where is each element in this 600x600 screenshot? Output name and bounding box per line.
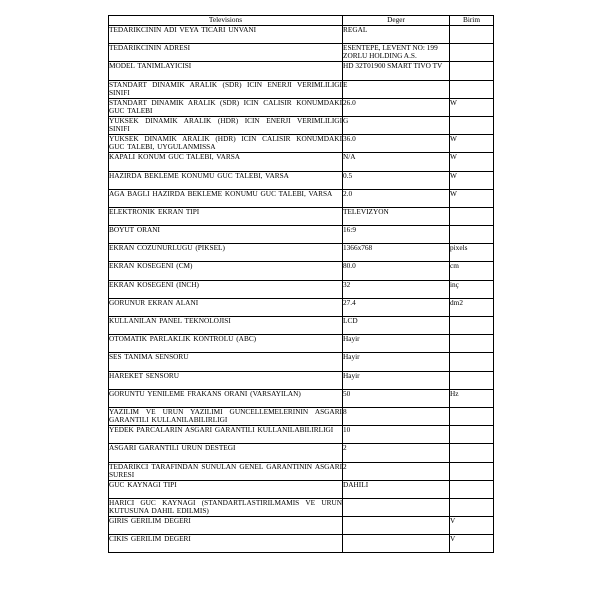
cell-property-name <box>109 317 343 335</box>
table-row <box>109 535 494 553</box>
cell-value-text: 36.0 <box>343 134 356 144</box>
cell-value <box>343 462 450 480</box>
cell-property-name <box>109 171 343 189</box>
cell-unit-text: W <box>450 152 457 162</box>
cell-value <box>343 389 450 407</box>
cell-property-name <box>109 517 343 535</box>
cell-property-name-text: CIKIS GERILIM DEGERI <box>109 534 191 544</box>
cell-property-name-text: GUC KAYNAGI TIPI <box>109 480 177 489</box>
table-row <box>109 298 494 316</box>
table-row <box>109 498 494 516</box>
cell-unit-text: inç <box>450 279 459 289</box>
cell-property-name-text: KULLANILAN PANEL TEKNOLOJISI <box>109 316 231 325</box>
column-header-unit: Birim <box>450 16 494 26</box>
cell-property-name-text: HAREKET SENSORU <box>109 371 179 380</box>
cell-unit <box>450 44 494 62</box>
cell-property-name <box>109 98 343 116</box>
table-row <box>109 426 494 444</box>
cell-value <box>343 407 450 425</box>
cell-value <box>343 335 450 353</box>
table-row <box>109 407 494 425</box>
cell-value-text: 26.0 <box>343 98 356 107</box>
cell-property-name-text: GORUNUR EKRAN ALANI <box>109 298 199 307</box>
cell-property-name-text: EKRAN KOSEGENI (INCH) <box>109 280 199 289</box>
cell-value-text: G <box>343 116 349 125</box>
cell-unit <box>450 353 494 371</box>
cell-value <box>343 280 450 298</box>
cell-property-name <box>109 80 343 98</box>
table-row <box>109 189 494 207</box>
cell-property-name-text: TEDARIKCININ ADRESI <box>109 43 191 53</box>
cell-value <box>343 244 450 262</box>
cell-property-name-text: GIRIS GERILIM DEGERI <box>109 516 191 526</box>
table-row <box>109 62 494 80</box>
cell-property-name <box>109 44 343 62</box>
cell-property-name <box>109 462 343 480</box>
cell-value-text: TELEVIZYON <box>343 207 389 216</box>
table-row <box>109 244 494 262</box>
cell-value-text: 80.0 <box>343 261 356 271</box>
cell-value-text: 10 <box>343 425 351 435</box>
table-row <box>109 444 494 462</box>
cell-property-name <box>109 244 343 262</box>
cell-value <box>343 317 450 335</box>
cell-unit <box>450 244 494 262</box>
cell-property-name <box>109 280 343 298</box>
cell-property-name-text: HAZIRDA BEKLEME KONUMU GUC TALEBI, VARSA <box>109 171 289 180</box>
cell-property-name-text: ASGARI GARANTILI URUN DESTEGI <box>109 443 236 453</box>
cell-value <box>343 262 450 280</box>
cell-value <box>343 153 450 171</box>
cell-value <box>343 98 450 116</box>
cell-value <box>343 444 450 462</box>
cell-unit <box>450 153 494 171</box>
cell-unit <box>450 171 494 189</box>
table-row <box>109 44 494 62</box>
cell-value-text: 1366x768 <box>343 243 373 253</box>
cell-property-name-text: STANDART DINAMIK ARALIK (SDR) ICIN CALISIR KONUMDAKI GUC TALEBI <box>109 98 342 115</box>
cell-property-name <box>109 444 343 462</box>
cell-property-name-text: ELEKTRONIK EKRAN TIPI <box>109 207 200 216</box>
cell-property-name-text: EKRAN KOSEGENI (CM) <box>109 261 193 271</box>
cell-property-name <box>109 26 343 44</box>
cell-value-text: REGAL <box>343 25 368 34</box>
cell-property-name-text: TEDARIKCININ ADI VEYA TICARI UNVANI <box>109 25 257 34</box>
table-row <box>109 353 494 371</box>
cell-value-text: Hayir <box>343 352 360 362</box>
cell-property-name-text: KAPALI KONUM GUC TALEBI, VARSA <box>109 152 241 162</box>
cell-value-text: DAHILI <box>343 480 369 489</box>
cell-value-text: HD 32T01900 SMART TIVO TV <box>343 61 443 71</box>
table-row <box>109 371 494 389</box>
cell-unit <box>450 498 494 516</box>
cell-value <box>343 116 450 134</box>
cell-property-name <box>109 407 343 425</box>
cell-value-text: 50 <box>343 389 351 398</box>
cell-unit <box>450 444 494 462</box>
cell-value <box>343 426 450 444</box>
cell-value-text: 0.5 <box>343 171 353 180</box>
cell-unit <box>450 226 494 244</box>
table-row <box>109 171 494 189</box>
cell-unit-text: V <box>450 516 456 526</box>
cell-unit-text: W <box>450 134 457 144</box>
cell-value <box>343 80 450 98</box>
table-row <box>109 153 494 171</box>
cell-property-name <box>109 498 343 516</box>
table-row <box>109 389 494 407</box>
cell-value-text: LCD <box>343 316 358 325</box>
cell-value <box>343 171 450 189</box>
cell-unit <box>450 407 494 425</box>
cell-property-name-text: MODEL TANIMLAYICISI <box>109 61 192 71</box>
table-row <box>109 480 494 498</box>
cell-value-text: 16:9 <box>343 225 356 235</box>
table-row <box>109 207 494 225</box>
cell-value <box>343 62 450 80</box>
cell-value <box>343 135 450 153</box>
cell-unit-text: W <box>450 170 457 180</box>
cell-property-name-text: AGA BAGLI HAZIRDA BEKLEME KONUMU GUC TALEBI, VARSA <box>109 189 333 198</box>
cell-property-name <box>109 335 343 353</box>
cell-value-text: Hayir <box>343 334 360 344</box>
cell-unit <box>450 62 494 80</box>
cell-unit-text: V <box>450 534 456 544</box>
cell-value <box>343 480 450 498</box>
column-header-name: Televisions <box>109 16 343 26</box>
cell-unit <box>450 280 494 298</box>
cell-value-text: 8 <box>343 407 347 416</box>
cell-property-name <box>109 62 343 80</box>
cell-property-name-text: HARICI GUC KAYNAGI (STANDARTLASTIRILMAMIS VE URUN KUTUSUNA DAHIL EDILMIS) <box>109 498 342 515</box>
cell-property-name-text: YAZILIM VE URUN YAZILIMI GUNCELLEMELERININ ASGARI GARANTILI KULLANILABILIRLIGI <box>109 407 342 424</box>
cell-unit <box>450 517 494 535</box>
cell-property-name-text: YUKSEK DINAMIK ARALIK (HDR) ICIN CALISIR KONUMDAKI GUC TALEBI, UYGULANMISSA <box>109 134 342 152</box>
column-header-value: Deger <box>343 16 450 26</box>
cell-property-name <box>109 116 343 134</box>
cell-unit <box>450 426 494 444</box>
table-header <box>109 16 494 26</box>
cell-unit <box>450 317 494 335</box>
cell-property-name <box>109 389 343 407</box>
cell-value-text: Hayir <box>343 371 360 380</box>
cell-property-name <box>109 535 343 553</box>
cell-unit <box>450 262 494 280</box>
cell-unit <box>450 26 494 44</box>
cell-property-name <box>109 189 343 207</box>
cell-unit-text: cm <box>450 261 459 271</box>
cell-unit <box>450 462 494 480</box>
cell-property-name <box>109 426 343 444</box>
cell-property-name-text: OTOMATIK PARLAKLIK KONTROLU (ABC) <box>109 334 257 344</box>
cell-unit <box>450 80 494 98</box>
table-row <box>109 262 494 280</box>
cell-unit <box>450 189 494 207</box>
cell-value <box>343 26 450 44</box>
cell-property-name <box>109 262 343 280</box>
cell-value <box>343 498 450 516</box>
cell-property-name-text: GORUNTU YENILEME FRAKANS ORANI (VARSAYILAN) <box>109 389 301 398</box>
cell-value <box>343 535 450 553</box>
cell-value <box>343 353 450 371</box>
cell-property-name-text: STANDART DINAMIK ARALIK (SDR) ICIN ENERJI VERIMLILIGI SINIFI <box>109 80 342 97</box>
cell-value-text: 32 <box>343 280 351 289</box>
cell-value <box>343 226 450 244</box>
table-row <box>109 226 494 244</box>
cell-unit <box>450 335 494 353</box>
cell-property-name <box>109 207 343 225</box>
table-row <box>109 317 494 335</box>
cell-value-text: 2 <box>343 443 347 453</box>
table-row <box>109 462 494 480</box>
cell-property-name <box>109 480 343 498</box>
cell-unit-text: Hz <box>450 388 459 398</box>
cell-unit <box>450 535 494 553</box>
cell-value-text: 2 <box>343 462 347 471</box>
cell-property-name <box>109 226 343 244</box>
header-row <box>109 16 494 26</box>
cell-value-text: 27.4 <box>343 298 356 307</box>
table-row <box>109 335 494 353</box>
cell-unit <box>450 389 494 407</box>
cell-value-text: ESENTEPE, LEVENT NO: 199 ZORLU HOLDING A.S. <box>343 43 438 61</box>
cell-property-name <box>109 153 343 171</box>
table-row <box>109 517 494 535</box>
table-row <box>109 80 494 98</box>
cell-property-name <box>109 135 343 153</box>
cell-unit <box>450 135 494 153</box>
table-body <box>109 26 494 553</box>
cell-unit <box>450 298 494 316</box>
cell-value <box>343 207 450 225</box>
cell-unit <box>450 371 494 389</box>
cell-unit-text: dm2 <box>450 297 463 307</box>
table-row <box>109 135 494 153</box>
cell-value-text: E <box>343 80 348 89</box>
cell-property-name <box>109 353 343 371</box>
cell-property-name-text: YUKSEK DINAMIK ARALIK (HDR) ICIN ENERJI VERIMLILIGI SINIFI <box>109 116 342 133</box>
table-row <box>109 116 494 134</box>
cell-unit <box>450 480 494 498</box>
cell-unit-text: pixels <box>450 243 468 253</box>
cell-property-name-text: TEDARIKCI TARAFINDAN SUNULAN GENEL GARANTININ ASGARI SURESI <box>109 462 342 479</box>
cell-value <box>343 298 450 316</box>
cell-property-name-text: SES TANIMA SENSORU <box>109 352 189 362</box>
cell-property-name-text: YEDEK PARCALARIN ASGARI GARANTILI KULLANILABILIRLIGI <box>109 425 334 435</box>
cell-unit <box>450 116 494 134</box>
cell-value <box>343 44 450 62</box>
cell-property-name-text: EKRAN COZUNURLUGU (PIKSEL) <box>109 243 225 253</box>
cell-unit-text: W <box>450 188 457 198</box>
specification-table <box>108 15 494 553</box>
cell-unit <box>450 98 494 116</box>
cell-property-name <box>109 298 343 316</box>
cell-property-name-text: BOYUT ORANI <box>109 225 160 235</box>
cell-value <box>343 517 450 535</box>
cell-value-text: N/A <box>343 152 356 162</box>
table-row <box>109 26 494 44</box>
table-row <box>109 280 494 298</box>
cell-unit <box>450 207 494 225</box>
cell-property-name <box>109 371 343 389</box>
cell-value <box>343 371 450 389</box>
table-row <box>109 98 494 116</box>
cell-value <box>343 189 450 207</box>
cell-unit-text: W <box>450 97 457 107</box>
cell-value-text: 2.0 <box>343 189 353 198</box>
